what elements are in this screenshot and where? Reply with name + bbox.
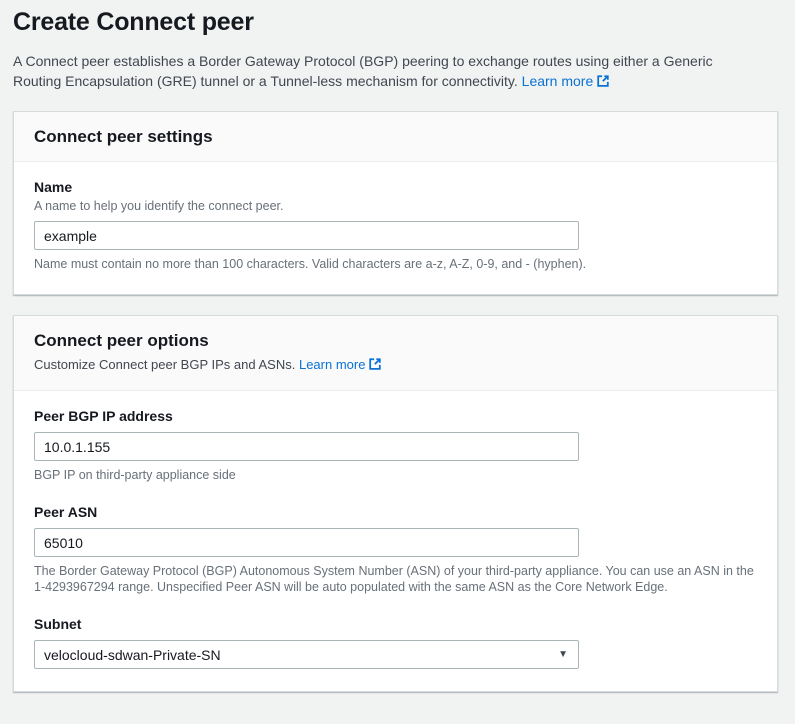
- peer-asn-helper-text: The Border Gateway Protocol (BGP) Autonomous System Number (ASN) of your third-party appliance. You can use an ASN in the 1-4293967294 range. Unspecified Peer ASN will be auto populated with the same ASN as the Core Network Edge.: [34, 564, 754, 594]
- options-card-title: Connect peer options: [34, 331, 209, 350]
- page-description: [13, 51, 761, 93]
- subnet-field-group: [34, 615, 757, 669]
- options-learn-more-link[interactable]: Learn more: [298, 357, 366, 372]
- name-field-group: [34, 178, 757, 272]
- subnet-select[interactable]: [34, 640, 579, 669]
- connect-peer-options-card: [13, 315, 778, 692]
- peer-bgp-ip-input[interactable]: [34, 432, 579, 461]
- external-link-icon[interactable]: [596, 73, 610, 93]
- settings-card-header: [14, 112, 777, 162]
- subnet-label: Subnet: [34, 616, 82, 632]
- options-card-body: [14, 391, 777, 691]
- page-description-text: A Connect peer establishes a Border Gateway Protocol (BGP) peering to exchange routes using either a Generic Routing Encapsulation (GRE) tunnel or a Tunnel-less mechanism for connectivity.: [13, 53, 713, 89]
- options-card-header: [14, 316, 777, 391]
- external-link-icon[interactable]: [368, 357, 382, 376]
- peer-asn-field-group: [34, 503, 757, 595]
- options-subtitle-text: Customize Connect peer BGP IPs and ASNs.: [34, 357, 296, 372]
- settings-card-title: Connect peer settings: [34, 127, 213, 146]
- page-title: Create Connect peer: [13, 8, 254, 36]
- chevron-down-icon: ▼: [558, 648, 568, 660]
- peer-asn-label: Peer ASN: [34, 504, 98, 520]
- connect-peer-settings-card: [13, 111, 778, 295]
- name-constraint-text: Name must contain no more than 100 characters. Valid characters are a-z, A-Z, 0-9, and - (hyphen).: [34, 257, 587, 271]
- name-description: A name to help you identify the connect peer.: [34, 199, 284, 213]
- subnet-selected-option: velocloud-sdwan-Private-SN: [44, 646, 221, 663]
- name-label: Name: [34, 179, 73, 195]
- peer-bgp-ip-label: Peer BGP IP address: [34, 408, 173, 424]
- options-card-subtitle: [34, 356, 757, 376]
- header-learn-more-link[interactable]: Learn more: [521, 73, 594, 89]
- name-input[interactable]: [34, 221, 579, 250]
- peer-bgp-ip-field-group: [34, 407, 757, 483]
- peer-bgp-ip-helper-text: BGP IP on third-party appliance side: [34, 468, 236, 482]
- settings-card-body: [14, 162, 777, 294]
- peer-asn-input[interactable]: [34, 528, 579, 557]
